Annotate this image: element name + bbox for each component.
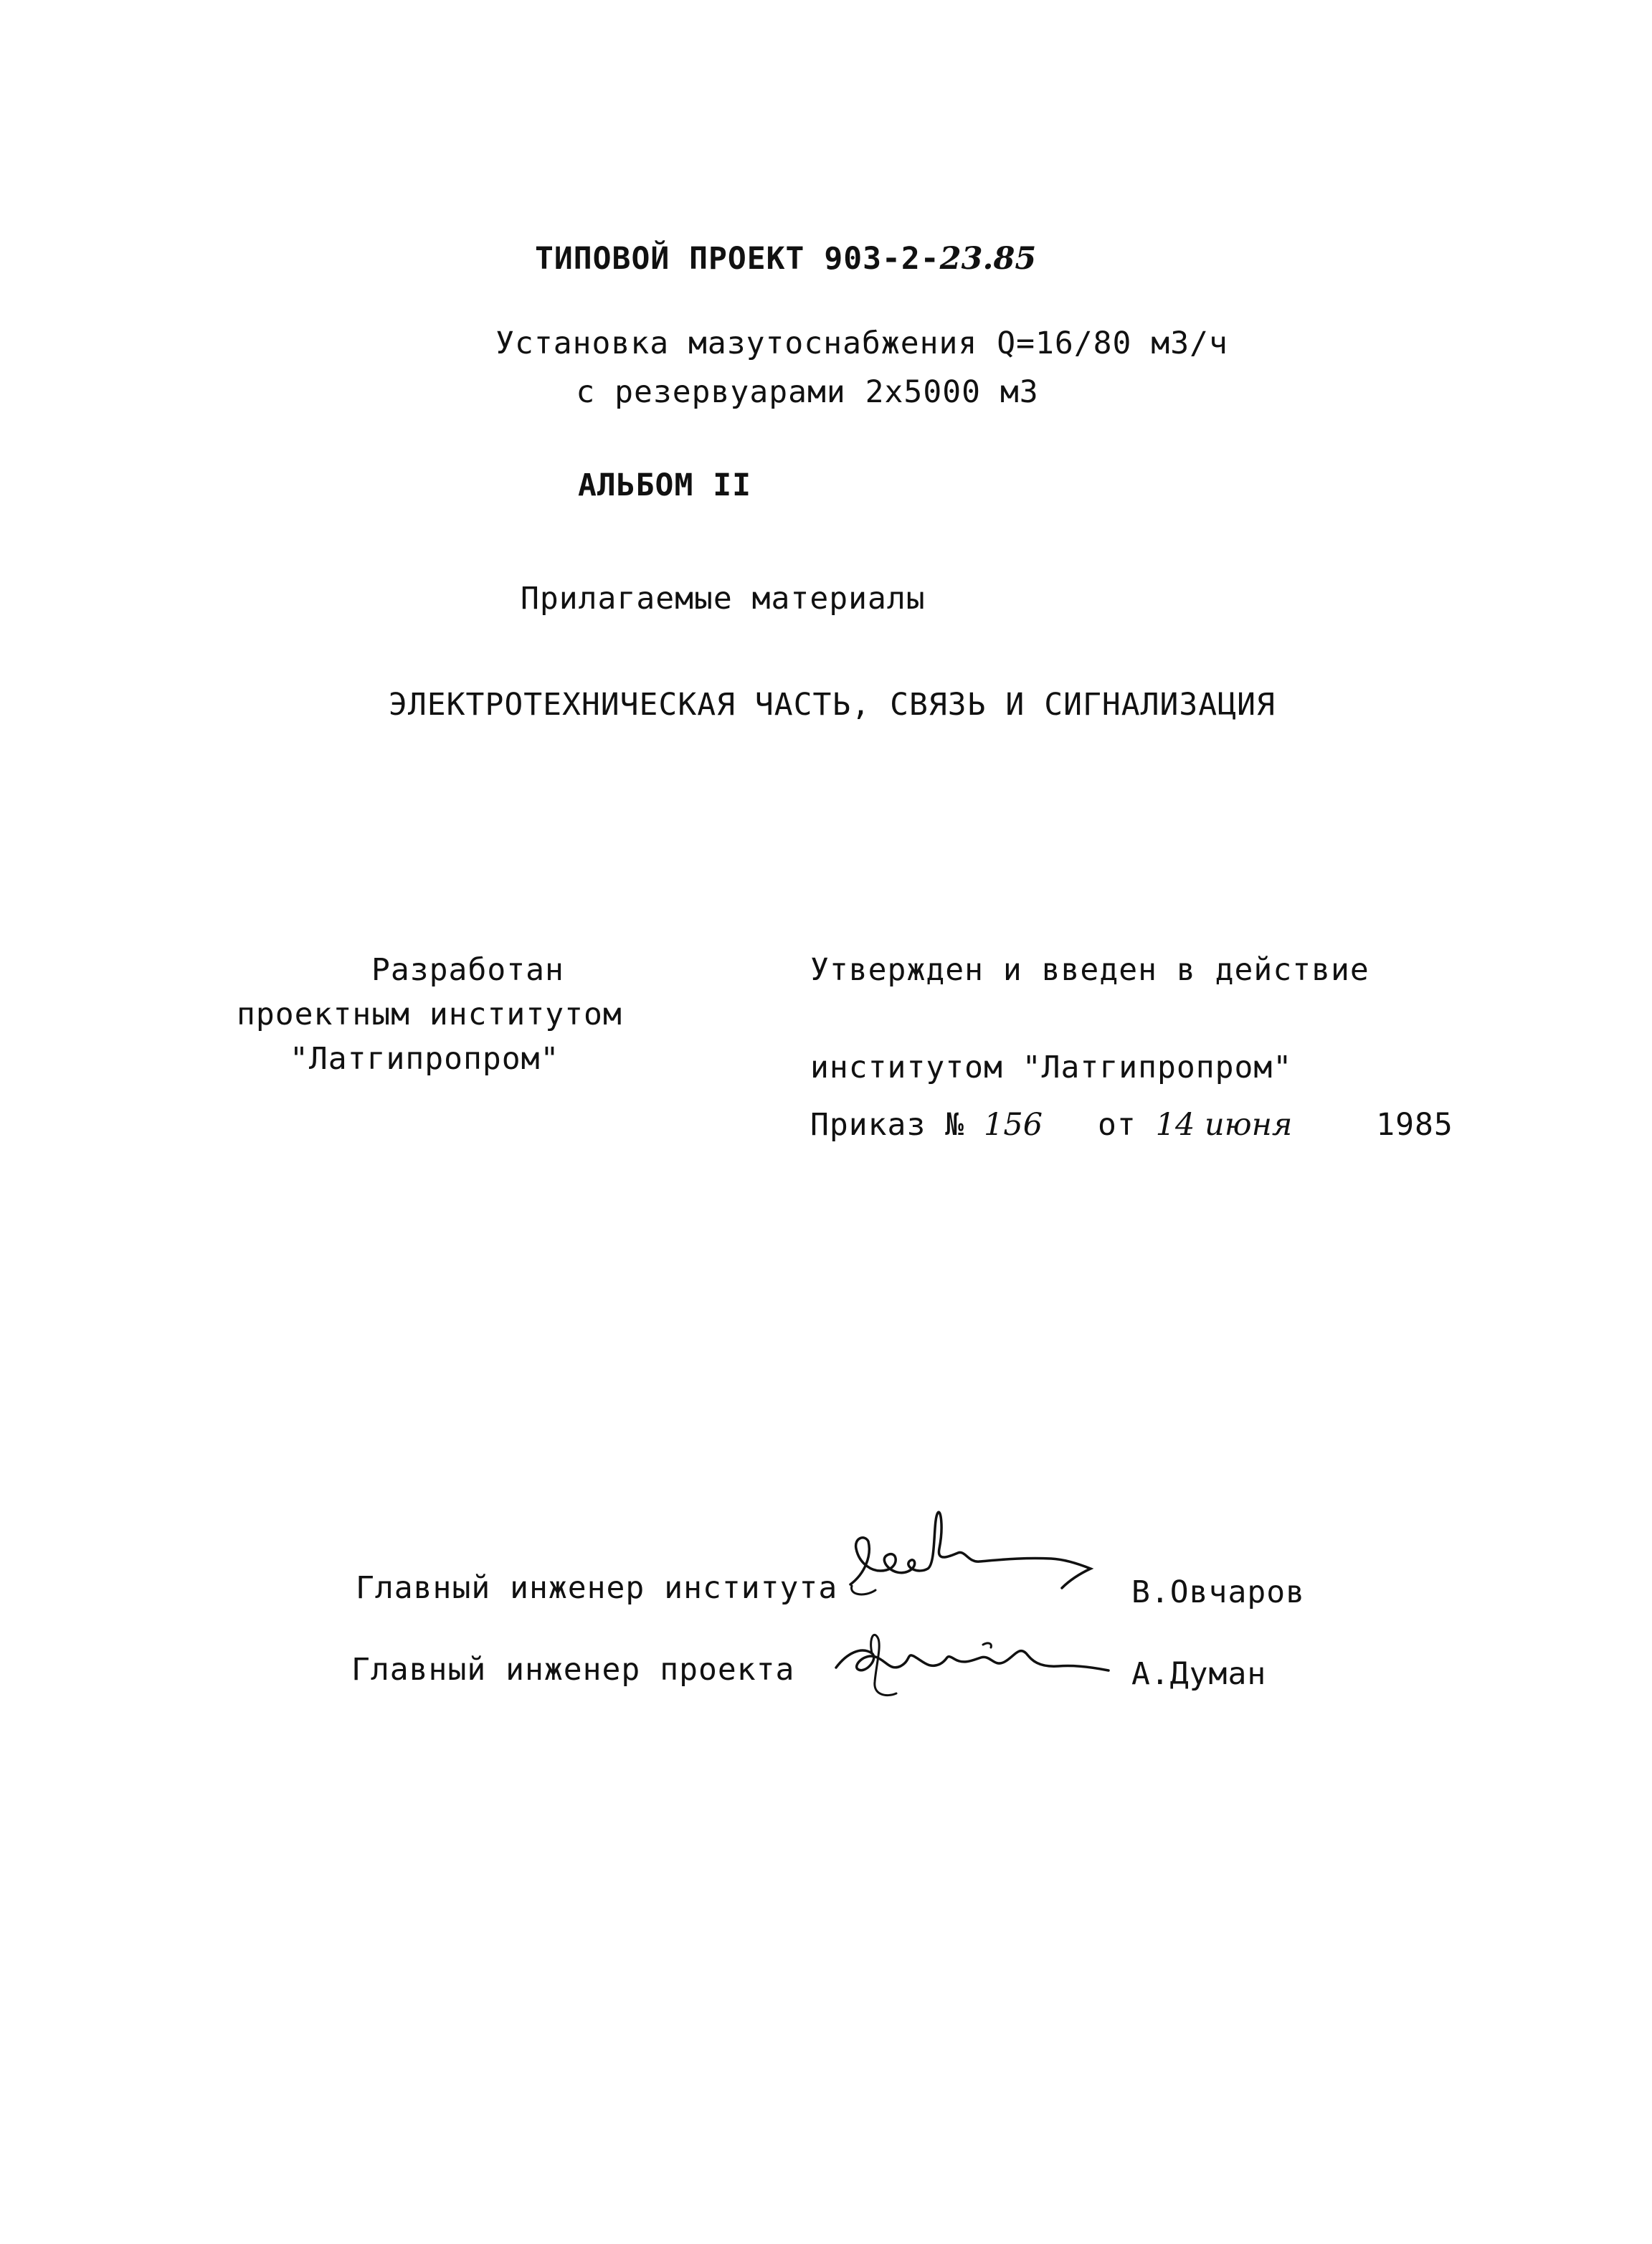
order-from-label: от [1097,1107,1136,1143]
subtitle: Прилагаемые материалы [521,581,926,617]
album-label: АЛЬБОМ II [578,467,751,503]
project-heading [535,241,1037,277]
approved-line-2: институтом "Латгипропром" [810,1050,1293,1085]
signature-project [822,1625,1116,1711]
order-line [810,1107,1453,1143]
developed-line-3: "Латгипропром" [290,1041,560,1077]
chief-engineer-institute-label: Главный инженер института [356,1570,838,1606]
title-line-2: с резервуарами 2х5000 м3 [576,374,1039,410]
order-number: 156 [984,1107,1043,1143]
project-code-handwritten: 23.85 [939,241,1037,277]
chief-engineer-project-name: А.Думан [1131,1656,1267,1692]
developed-line-1: Разработан [371,952,564,988]
chief-engineer-institute-name: В.Овчаров [1131,1574,1305,1610]
title-line-1: Установка мазутоснабжения Q=16/80 м3/ч [495,325,1228,361]
order-year: 1985 [1376,1107,1453,1143]
chief-engineer-project-label: Главный инженер проекта [351,1652,795,1688]
order-label: Приказ № [810,1107,965,1143]
project-code-typed: ТИПОВОЙ ПРОЕКТ 903-2- [535,241,940,277]
order-date: 14 июня [1155,1107,1293,1143]
approved-line-1: Утвержден и введен в действие [810,952,1369,988]
developed-line-2: проектным институтом [237,997,622,1032]
signature-institute [843,1506,1116,1606]
section-title: ЭЛЕКТРОТЕХНИЧЕСКАЯ ЧАСТЬ, СВЯЗЬ И СИГНАЛИЗАЦИЯ [389,687,1276,723]
